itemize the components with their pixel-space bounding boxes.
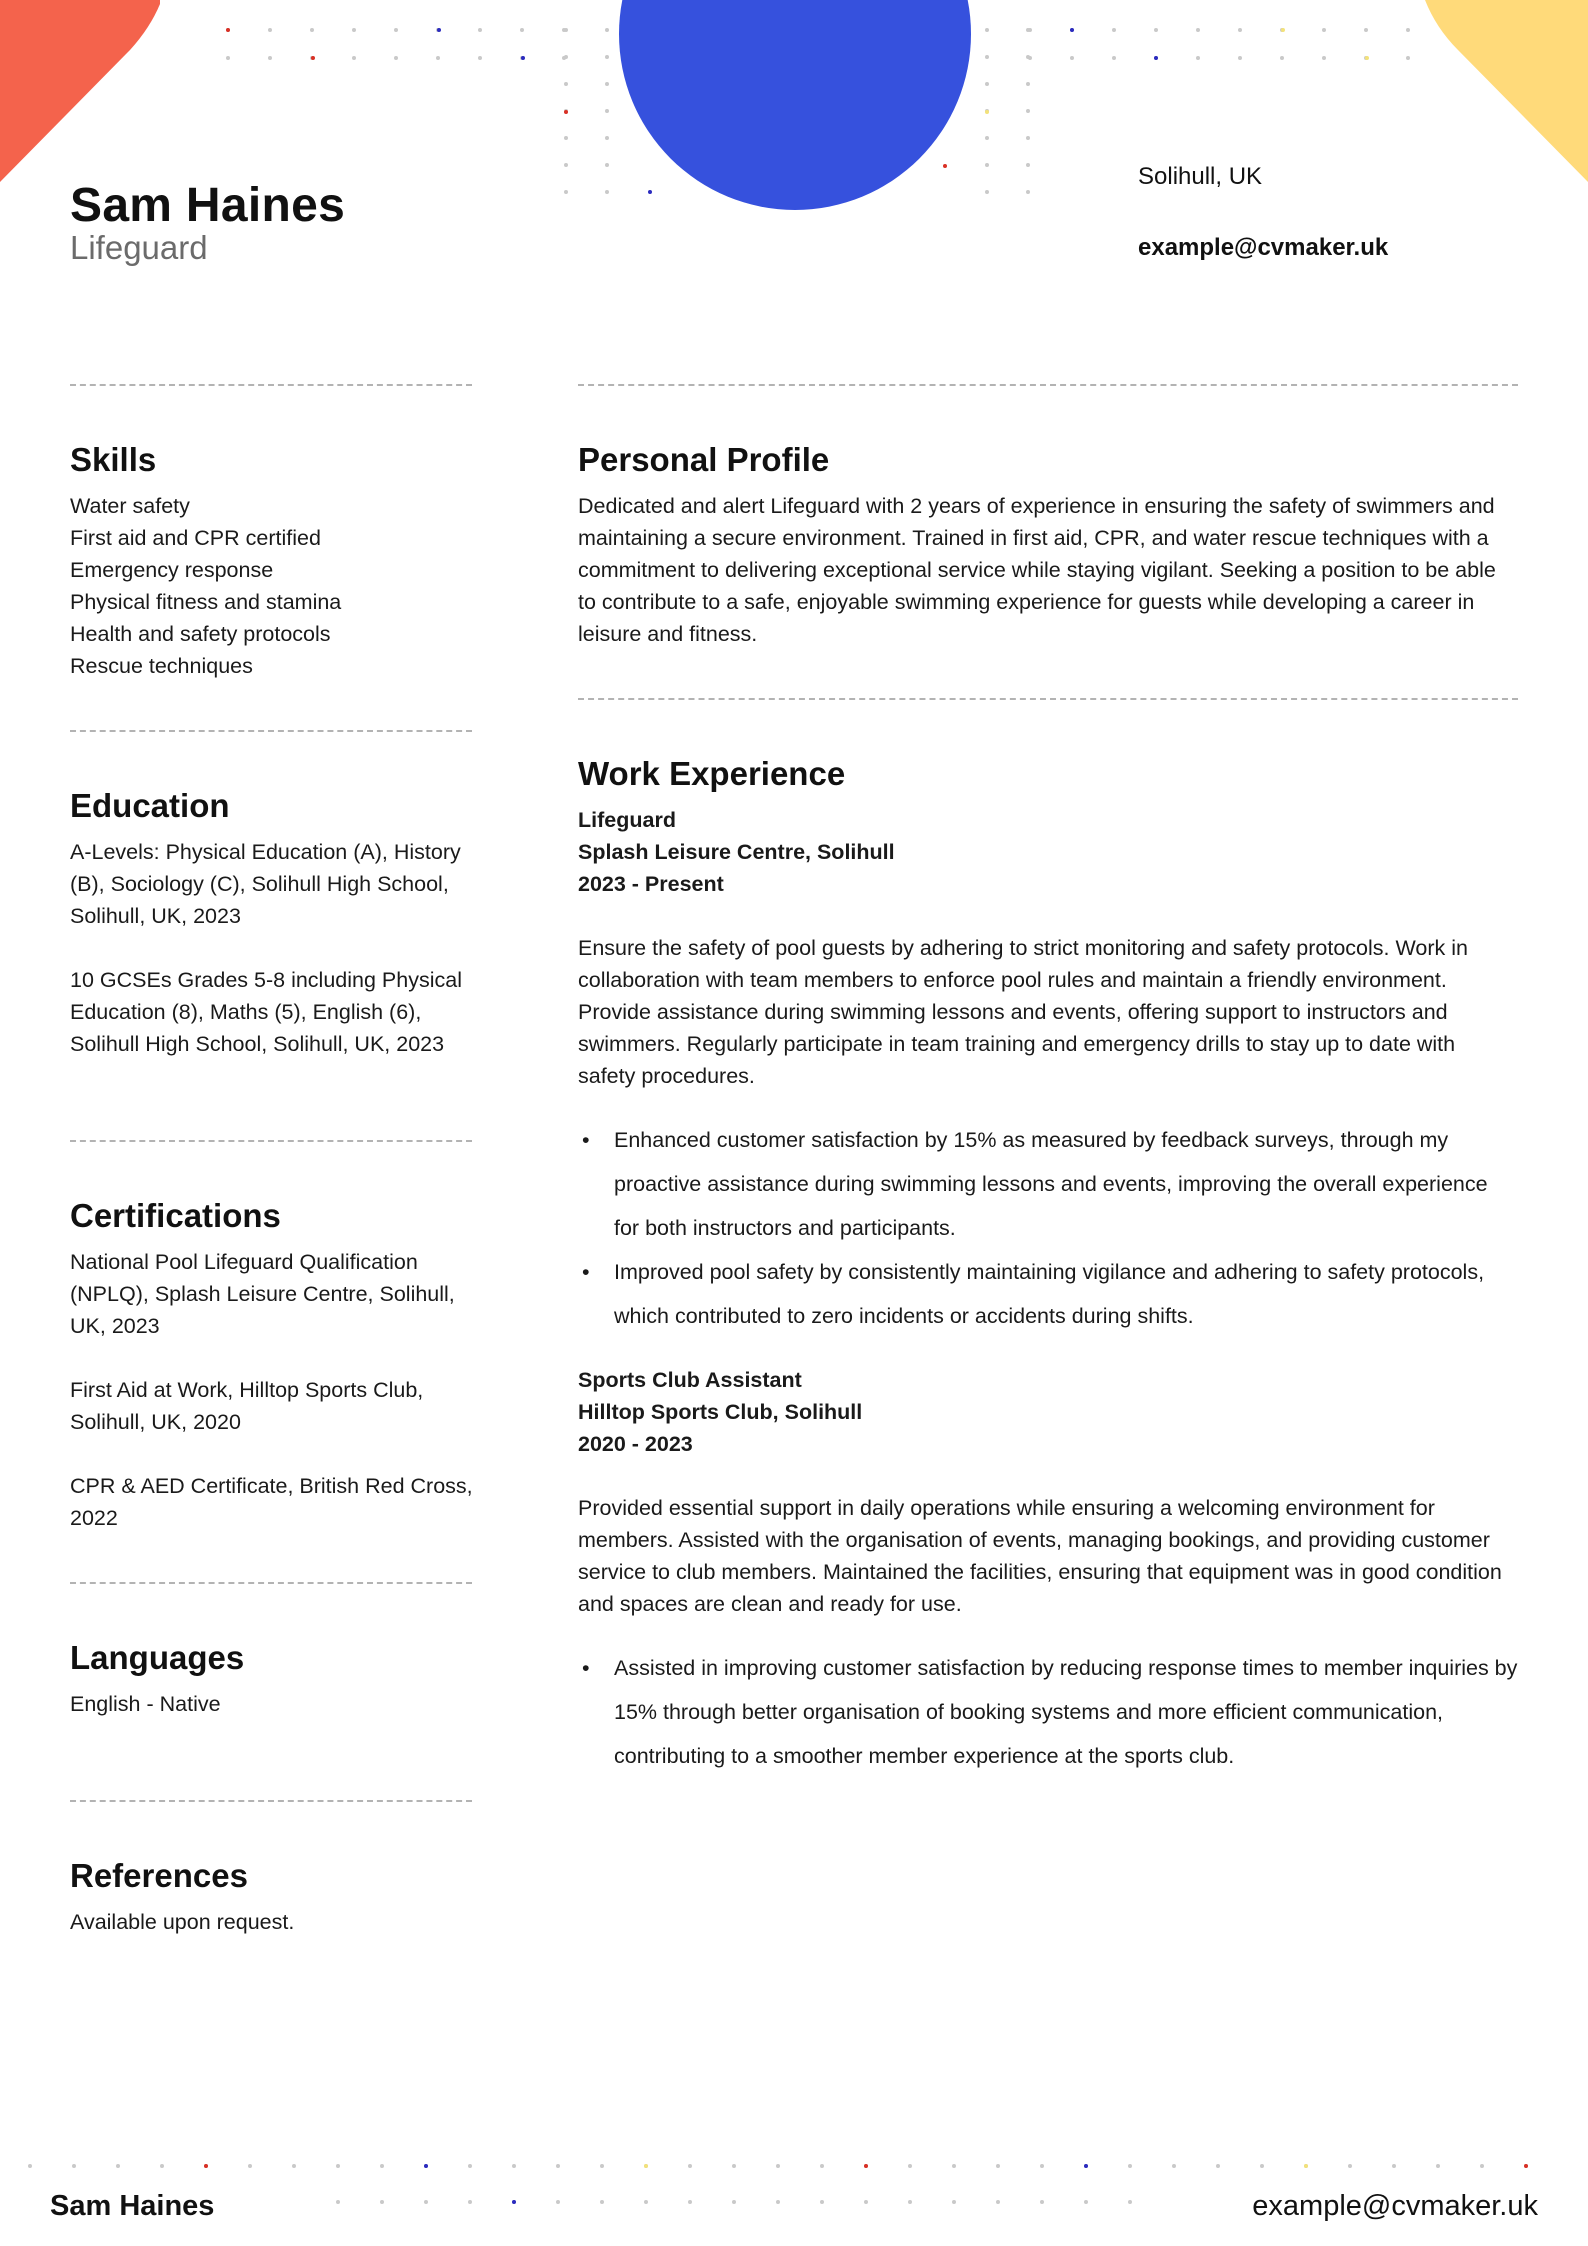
pattern-dot: [1322, 56, 1326, 60]
pattern-dot: [1112, 28, 1116, 32]
pattern-dot: [1260, 2164, 1264, 2168]
pattern-dot: [943, 164, 947, 168]
pattern-dot: [564, 190, 568, 194]
pattern-dot: [985, 55, 989, 59]
pattern-dot: [908, 2164, 912, 2168]
bullet-icon: •: [582, 1656, 590, 1680]
pattern-dot: [556, 2200, 560, 2204]
pattern-dot: [605, 136, 609, 140]
pattern-dot: [1406, 28, 1410, 32]
pattern-dot: [1026, 136, 1030, 140]
pattern-dot: [380, 2164, 384, 2168]
achievement-item: [578, 1646, 1518, 1778]
achievement-text: Improved pool safety by consistently maintaining vigilance and adhering to safety protocols, which contributed to zero incidents or accidents during shifts.: [614, 1260, 1485, 1328]
job-description: Ensure the safety of pool guests by adhering to strict monitoring and safety protocols. Work in collaboration with team members to enforce pool rules and maintain a friendly environment. Provide assistance during swimming lessons and events, offering support to instructors and swimmers. Regularly participate in team training and emergency drills to stay up to date with safety procedures.: [578, 936, 1468, 1088]
pattern-dot: [1365, 56, 1369, 60]
pattern-dot: [160, 2164, 164, 2168]
pattern-dot: [688, 2164, 692, 2168]
pattern-dot: [72, 2164, 76, 2168]
pattern-dot: [556, 2164, 560, 2168]
pattern-dot: [1040, 2200, 1044, 2204]
education-heading: Education: [70, 787, 230, 824]
pattern-dot: [520, 28, 524, 32]
pattern-dot: [864, 2200, 868, 2204]
pattern-dot: [1480, 2164, 1484, 2168]
footer-name: Sam Haines: [50, 2190, 215, 2222]
pattern-dot: [352, 56, 356, 60]
pattern-dot: [605, 109, 609, 113]
pattern-dot: [268, 56, 272, 60]
contact-location: Solihull, UK: [1138, 163, 1263, 190]
pattern-dot: [985, 110, 989, 114]
skill-item: Physical fitness and stamina: [70, 590, 342, 614]
divider: [578, 698, 1518, 700]
pattern-dot: [424, 2200, 428, 2204]
contact-email[interactable]: example@cvmaker.uk: [1138, 234, 1389, 261]
coral-corner-shape: [0, 0, 160, 182]
achievement-text: Assisted in improving customer satisfaction by reducing response times to member inquiries by 15% through better organisation of booking systems and more efficient communication, contributing to a smoother member experience at the sports club.: [614, 1656, 1518, 1768]
pattern-dot: [1154, 56, 1158, 60]
certifications-list: [70, 1246, 480, 1566]
pattern-dot: [1154, 28, 1158, 32]
pattern-dot: [336, 2200, 340, 2204]
pattern-dot: [28, 2164, 32, 2168]
references-text: Available upon request.: [70, 1910, 295, 1934]
pattern-dot: [564, 28, 568, 32]
skill-item: Rescue techniques: [70, 654, 253, 678]
education-item: A-Levels: Physical Education (A), History (B), Sociology (C), Solihull High School, Solihull, UK, 2023: [70, 840, 461, 928]
divider: [70, 1800, 472, 1802]
pattern-dot: [424, 2164, 428, 2168]
certification-item: National Pool Lifeguard Qualification (NPLQ), Splash Leisure Centre, Solihull, UK, 2023: [70, 1250, 455, 1338]
job-title: Lifeguard: [70, 229, 208, 266]
pattern-dot: [1026, 109, 1030, 113]
profile-text: Dedicated and alert Lifeguard with 2 years of experience in ensuring the safety of swimmers and maintaining a secure environment. Trained in first aid, CPR, and water rescue techniques with a commitment to delivering exceptional service while staying vigilant. Seeking a position to be able to contribute to a safe, enjoyable swimming experience for guests while developing a career in leisure and fitness.: [578, 494, 1496, 646]
pattern-dot: [436, 56, 440, 60]
pattern-dot: [564, 110, 568, 114]
pattern-dot: [292, 2164, 296, 2168]
pattern-dot: [644, 2200, 648, 2204]
blue-circle-shape: [619, 0, 971, 210]
pattern-dot: [688, 2200, 692, 2204]
pattern-dot: [394, 56, 398, 60]
pattern-dot: [985, 163, 989, 167]
job-entry: [578, 804, 1518, 1338]
pattern-dot: [732, 2200, 736, 2204]
pattern-dot: [1070, 56, 1074, 60]
job-company: Hilltop Sports Club, Solihull: [578, 1400, 863, 1424]
pattern-dot: [512, 2200, 516, 2204]
pattern-dot: [311, 56, 315, 60]
skills-list: [70, 490, 480, 682]
achievement-item: [578, 1118, 1518, 1250]
pattern-dot: [564, 136, 568, 140]
footer-email[interactable]: example@cvmaker.uk: [1252, 2190, 1538, 2222]
job-company: Splash Leisure Centre, Solihull: [578, 840, 895, 864]
divider: [70, 384, 472, 386]
certification-item: First Aid at Work, Hilltop Sports Club, Solihull, UK, 2020: [70, 1378, 424, 1434]
pattern-dot: [468, 2164, 472, 2168]
bullet-icon: •: [582, 1128, 590, 1152]
pattern-dot: [1026, 55, 1030, 59]
pattern-dot: [1026, 190, 1030, 194]
pattern-dot: [732, 2164, 736, 2168]
pattern-dot: [204, 2164, 208, 2168]
experience-list: [578, 804, 1518, 1778]
yellow-corner-shape: [1425, 0, 1588, 182]
pattern-dot: [1040, 2164, 1044, 2168]
pattern-dot: [1436, 2164, 1440, 2168]
pattern-dot: [352, 28, 356, 32]
bullet-icon: •: [582, 1260, 590, 1284]
skill-item: Health and safety protocols: [70, 622, 331, 646]
pattern-dot: [336, 2164, 340, 2168]
pattern-dot: [1026, 28, 1030, 32]
pattern-dot: [1322, 28, 1326, 32]
achievement-text: Enhanced customer satisfaction by 15% as measured by feedback surveys, through my proactive assistance during swimming lessons and events, improving the overall experience for both instructors and participants.: [614, 1128, 1488, 1240]
pattern-dot: [1112, 56, 1116, 60]
pattern-dot: [1216, 2164, 1220, 2168]
pattern-dot: [985, 190, 989, 194]
pattern-dot: [1070, 28, 1074, 32]
pattern-dot: [226, 56, 230, 60]
pattern-dot: [521, 56, 525, 60]
pattern-dot: [996, 2164, 1000, 2168]
pattern-dot: [600, 2164, 604, 2168]
pattern-dot: [1128, 2200, 1132, 2204]
education-list: [70, 836, 480, 1092]
pattern-dot: [820, 2164, 824, 2168]
pattern-dot: [952, 2200, 956, 2204]
pattern-dot: [908, 2200, 912, 2204]
skill-item: Water safety: [70, 494, 190, 518]
pattern-dot: [985, 136, 989, 140]
pattern-dot: [1304, 2164, 1308, 2168]
pattern-dot: [776, 2200, 780, 2204]
pattern-dot: [1128, 2164, 1132, 2168]
pattern-dot: [226, 28, 230, 32]
pattern-dot: [478, 56, 482, 60]
job-role: Lifeguard: [578, 808, 676, 832]
pattern-dot: [248, 2164, 252, 2168]
skill-item: Emergency response: [70, 558, 274, 582]
pattern-dot: [605, 190, 609, 194]
pattern-dot: [478, 28, 482, 32]
pattern-dot: [116, 2164, 120, 2168]
pattern-dot: [1172, 2164, 1176, 2168]
job-achievements: [578, 1118, 1518, 1338]
divider: [578, 384, 1518, 386]
job-description: Provided essential support in daily operations while ensuring a welcoming environment for members. Assisted with the organisation of events, managing bookings, and providing customer service to club members. Maintained the facilities, ensuring that equipment was in good condition and spaces are clean and ready for use.: [578, 1496, 1502, 1616]
pattern-dot: [820, 2200, 824, 2204]
pattern-dot: [1196, 56, 1200, 60]
pattern-dot: [1238, 56, 1242, 60]
profile-heading: Personal Profile: [578, 441, 830, 478]
pattern-dot: [1406, 56, 1410, 60]
job-achievements: [578, 1646, 1518, 1778]
pattern-dot: [1196, 28, 1200, 32]
pattern-dot: [1026, 163, 1030, 167]
certifications-heading: Certifications: [70, 1197, 281, 1234]
pattern-dot: [952, 2164, 956, 2168]
pattern-dot: [985, 28, 989, 32]
pattern-dot: [437, 28, 441, 32]
pattern-dot: [1280, 56, 1284, 60]
experience-heading: Work Experience: [578, 755, 846, 792]
languages-list: [70, 1688, 480, 1720]
pattern-dot: [1364, 28, 1368, 32]
pattern-dot: [985, 82, 989, 86]
pattern-dot: [776, 2164, 780, 2168]
pattern-dot: [564, 55, 568, 59]
pattern-dot: [1238, 28, 1242, 32]
pattern-dot: [380, 2200, 384, 2204]
pattern-dot: [268, 28, 272, 32]
language-item: English - Native: [70, 1692, 221, 1716]
pattern-dot: [605, 82, 609, 86]
pattern-dot: [605, 28, 609, 32]
skills-heading: Skills: [70, 441, 157, 478]
pattern-dot: [512, 2164, 516, 2168]
certification-item: CPR & AED Certificate, British Red Cross, 2022: [70, 1474, 473, 1530]
job-dates: 2023 - Present: [578, 872, 724, 896]
pattern-dot: [1084, 2200, 1088, 2204]
job-dates: 2020 - 2023: [578, 1432, 693, 1456]
pattern-dot: [996, 2200, 1000, 2204]
pattern-dot: [1524, 2164, 1528, 2168]
education-item: 10 GCSEs Grades 5-8 including Physical Education (8), Maths (5), English (6), Solihull High School, Solihull, UK, 2023: [70, 968, 462, 1056]
divider: [70, 1582, 472, 1584]
pattern-dot: [605, 55, 609, 59]
achievement-item: [578, 1250, 1518, 1338]
pattern-dot: [468, 2200, 472, 2204]
pattern-dot: [644, 2164, 648, 2168]
pattern-dot: [1084, 2164, 1088, 2168]
pattern-dot: [564, 82, 568, 86]
pattern-dot: [605, 163, 609, 167]
pattern-dot: [394, 28, 398, 32]
references-heading: References: [70, 1857, 248, 1894]
pattern-dot: [648, 190, 652, 194]
pattern-dot: [310, 28, 314, 32]
pattern-dot: [864, 2164, 868, 2168]
candidate-name: Sam Haines: [70, 179, 346, 232]
pattern-dot: [1281, 28, 1285, 32]
pattern-dot: [600, 2200, 604, 2204]
pattern-dot: [564, 163, 568, 167]
pattern-dot: [1026, 82, 1030, 86]
pattern-dot: [1392, 2164, 1396, 2168]
job-role: Sports Club Assistant: [578, 1368, 802, 1392]
languages-heading: Languages: [70, 1639, 245, 1676]
skill-item: First aid and CPR certified: [70, 526, 321, 550]
job-entry: [578, 1364, 1518, 1778]
pattern-dot: [1348, 2164, 1352, 2168]
divider: [70, 1140, 472, 1142]
divider: [70, 730, 472, 732]
